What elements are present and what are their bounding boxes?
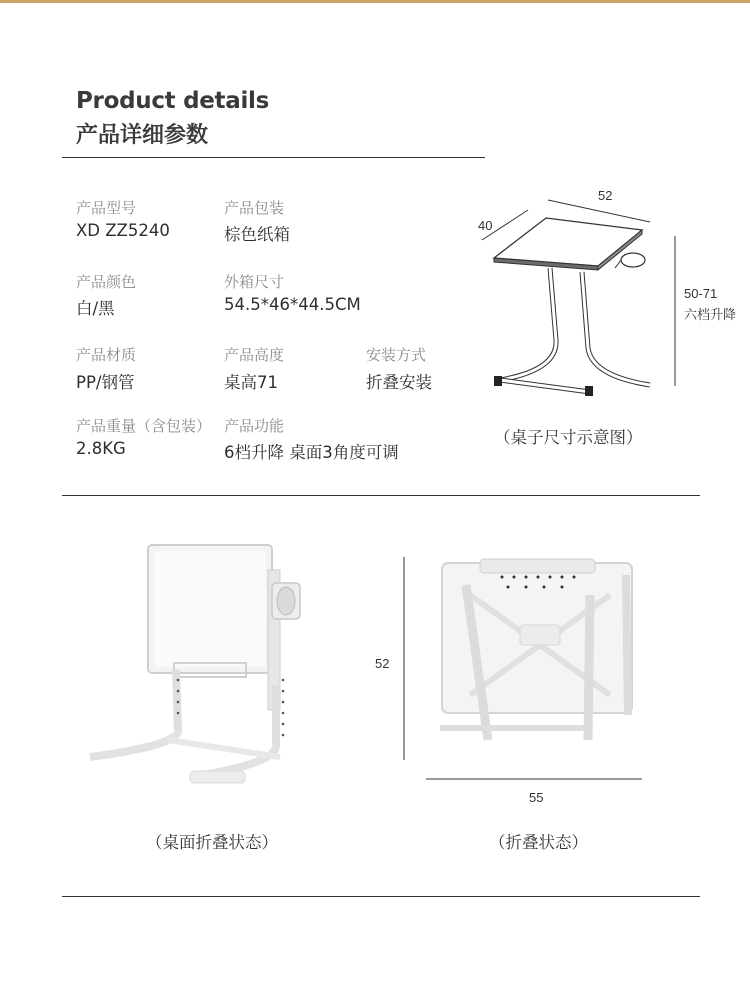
top-accent-bar bbox=[0, 0, 750, 3]
diagram-caption: （桌子尺寸示意图） bbox=[494, 428, 643, 447]
folded-table-illustration bbox=[430, 555, 650, 755]
folded-caption: （折叠状态） bbox=[489, 833, 588, 852]
spec-label-model: 产品型号 bbox=[76, 199, 137, 217]
diagram-height-note: 六档升降 bbox=[684, 308, 737, 323]
tilted-caption: （桌面折叠状态） bbox=[146, 833, 278, 852]
diagram-height-label: 50-71 bbox=[684, 286, 718, 301]
spec-value-material: PP/钢管 bbox=[76, 373, 135, 392]
tilted-table-illustration bbox=[80, 535, 320, 795]
spec-value-color: 白/黑 bbox=[76, 299, 115, 318]
title-divider bbox=[62, 157, 485, 158]
diagram-width-label: 52 bbox=[598, 188, 613, 203]
spec-label-weight: 产品重量（含包装） bbox=[76, 417, 212, 435]
title-chinese: 产品详细参数 bbox=[76, 123, 209, 148]
section-divider bbox=[62, 495, 700, 496]
spec-label-height: 产品高度 bbox=[224, 346, 285, 364]
spec-label-color: 产品颜色 bbox=[76, 273, 137, 291]
diagram-cup-holder bbox=[621, 253, 645, 267]
spec-value-model: XD ZZ5240 bbox=[76, 221, 170, 240]
spec-label-function: 产品功能 bbox=[224, 417, 285, 435]
folded-width-label: 55 bbox=[529, 790, 544, 805]
bottom-divider bbox=[62, 896, 700, 897]
folded-width-line bbox=[426, 776, 646, 782]
spec-label-packaging: 产品包装 bbox=[224, 199, 285, 217]
spec-label-install: 安装方式 bbox=[366, 346, 427, 364]
spec-label-material: 产品材质 bbox=[76, 346, 137, 364]
folded-height-line bbox=[398, 555, 410, 765]
spec-value-weight: 2.8KG bbox=[76, 439, 126, 458]
spec-value-function: 6档升降 桌面3角度可调 bbox=[224, 443, 399, 462]
width-dimension-line bbox=[548, 200, 650, 222]
spec-value-packaging: 棕色纸箱 bbox=[224, 225, 290, 244]
spec-value-install: 折叠安装 bbox=[366, 373, 432, 392]
diagram-table-top bbox=[494, 218, 642, 266]
title-english: Product details bbox=[76, 88, 270, 114]
spec-label-box-size: 外箱尺寸 bbox=[224, 273, 285, 291]
spec-value-box-size: 54.5*46*44.5CM bbox=[224, 295, 361, 314]
diagram-depth-label: 40 bbox=[478, 218, 493, 233]
folded-height-label: 52 bbox=[375, 656, 390, 671]
spec-value-height: 桌高71 bbox=[224, 373, 278, 392]
